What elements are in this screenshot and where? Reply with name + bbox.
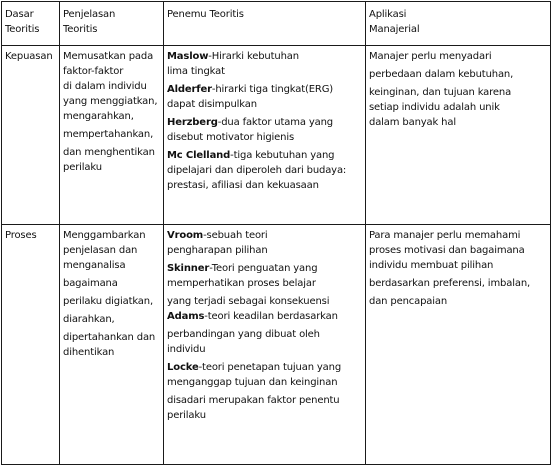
theory-text: dipelajari dan diperoleh dari budaya:	[167, 165, 347, 176]
theory-line	[167, 309, 341, 324]
theory-line	[167, 49, 346, 64]
table-border-top	[1, 1, 550, 2]
cell-line: dihentikan	[63, 347, 115, 358]
header-line: Aplikasi	[369, 9, 407, 20]
theory-text: -teori penetapan tujuan yang	[198, 362, 342, 373]
header-dasar-teoritis	[5, 7, 39, 37]
cell-line: individu membuat pilihan	[369, 260, 494, 271]
theory-text: -sebuah teori	[203, 230, 268, 241]
theory-line	[167, 375, 341, 390]
cell-line: Manajer perlu menyadari	[369, 51, 492, 62]
row-proses-penemu	[167, 228, 341, 423]
table-border-right	[550, 1, 551, 465]
cell-line: perilaku digiatkan,	[63, 296, 154, 307]
cell-line: berdasarkan preferensi, imbalan,	[369, 278, 531, 289]
header-line: Penemu Teoritis	[167, 9, 244, 20]
cell-line: perilaku	[63, 162, 102, 173]
cell-text: Kepuasan	[5, 51, 53, 62]
theory-line	[167, 228, 341, 243]
theorist-name: Adams	[167, 311, 205, 322]
cell-line: mempertahankan,	[63, 129, 154, 140]
header-line: Teoritis	[63, 24, 98, 35]
theory-text: -hirarki tiga tingkat(ERG)	[211, 84, 334, 95]
header-aplikasi-manajerial	[369, 7, 419, 37]
theorist-name: Locke	[167, 362, 199, 373]
theory-line	[167, 163, 346, 178]
cell-line: faktor-faktor	[63, 66, 124, 77]
cell-line: keinginan, dan tujuan karena	[369, 87, 512, 98]
theory-line	[167, 82, 346, 97]
theory-line	[167, 178, 346, 193]
theory-line	[167, 115, 346, 130]
header-penemu-teoritis	[167, 7, 244, 22]
theory-line	[167, 261, 341, 276]
cell-line: di dalam individu	[63, 81, 147, 92]
header-divider	[1, 45, 550, 46]
theory-text: -Teori penguatan yang	[209, 263, 318, 274]
cell-line: Para manajer perlu memahami	[369, 230, 521, 241]
theory-line	[167, 243, 341, 258]
header-line: Manajerial	[369, 24, 420, 35]
cell-line: perbedaan dalam kebutuhan,	[369, 69, 514, 80]
row-divider	[1, 224, 550, 225]
cell-line: dan pencapaian	[369, 296, 448, 307]
theorist-name: Vroom	[167, 230, 204, 241]
theory-text: -Hirarki kebutuhan	[208, 51, 299, 62]
header-line: Dasar	[5, 9, 34, 20]
row-kepuasan-aplikasi	[369, 49, 513, 130]
theory-text: perilaku	[167, 410, 206, 421]
theory-line	[167, 97, 346, 112]
theory-text: individu	[167, 344, 206, 355]
table-border-bottom	[1, 464, 550, 465]
header-line: Penjelasan	[63, 9, 116, 20]
theory-text: memperhatikan proses belajar	[167, 278, 316, 289]
theory-line	[167, 342, 341, 357]
theory-line	[167, 327, 341, 342]
cell-line: penjelasan dan	[63, 245, 138, 256]
header-penjelasan-teoritis	[63, 7, 115, 37]
theory-line	[167, 148, 346, 163]
cell-text: Proses	[5, 230, 37, 241]
theory-text: -teori keadilan berdasarkan	[204, 311, 338, 322]
column-divider-2	[163, 1, 164, 465]
theory-text: pengharapan pilihan	[167, 245, 268, 256]
theory-text: lima tingkat	[167, 66, 225, 77]
cell-line: menganalisa	[63, 260, 126, 271]
row-kepuasan-penemu	[167, 49, 346, 193]
cell-line: proses motivasi dan bagaimana	[369, 245, 525, 256]
theory-text: prestasi, afiliasi dan kekuasaan	[167, 180, 319, 191]
column-divider-1	[59, 1, 60, 465]
theory-line	[167, 130, 346, 145]
row-kepuasan-penjelasan	[63, 49, 157, 175]
theory-text: yang terjadi sebagai konsekuensi	[167, 296, 330, 307]
theory-text: perbandingan yang dibuat oleh	[167, 329, 320, 340]
theory-text: menganggap tujuan dan keinginan	[167, 377, 338, 388]
cell-line: mengarahkan,	[63, 111, 134, 122]
cell-line: bagaimana	[63, 278, 118, 289]
theory-line	[167, 276, 341, 291]
row-kepuasan-dasar	[5, 49, 53, 64]
cell-line: diarahkan,	[63, 314, 115, 325]
theory-line	[167, 408, 341, 423]
theory-text: disadari merupakan faktor penentu	[167, 395, 340, 406]
row-proses-penjelasan	[63, 228, 155, 360]
cell-line: dipertahankan dan	[63, 332, 156, 343]
theorist-name: Alderfer	[167, 84, 212, 95]
theory-text: dapat disimpulkan	[167, 99, 257, 110]
theory-line	[167, 64, 346, 79]
cell-line: Memusatkan pada	[63, 51, 154, 62]
row-proses-dasar	[5, 228, 37, 243]
theory-line	[167, 393, 341, 408]
theory-line	[167, 294, 341, 309]
column-divider-3	[365, 1, 366, 465]
cell-line: yang menggiatkan,	[63, 96, 158, 107]
theory-text: disebut motivator higienis	[167, 132, 295, 143]
theory-text: -dua faktor utama yang	[217, 117, 333, 128]
theory-line	[167, 360, 341, 375]
cell-line: dan menghentikan	[63, 147, 155, 158]
theorist-name: Mc Clelland	[167, 150, 231, 161]
header-line: Teoritis	[5, 24, 40, 35]
theorist-name: Herzberg	[167, 117, 218, 128]
cell-line: dalam banyak hal	[369, 117, 456, 128]
theorist-name: Skinner	[167, 263, 210, 274]
theory-text: -tiga kebutuhan yang	[230, 150, 335, 161]
theorist-name: Maslow	[167, 51, 209, 62]
row-proses-aplikasi	[369, 228, 530, 309]
cell-line: Menggambarkan	[63, 230, 146, 241]
table-border-left	[1, 1, 2, 465]
cell-line: setiap individu adalah unik	[369, 102, 500, 113]
